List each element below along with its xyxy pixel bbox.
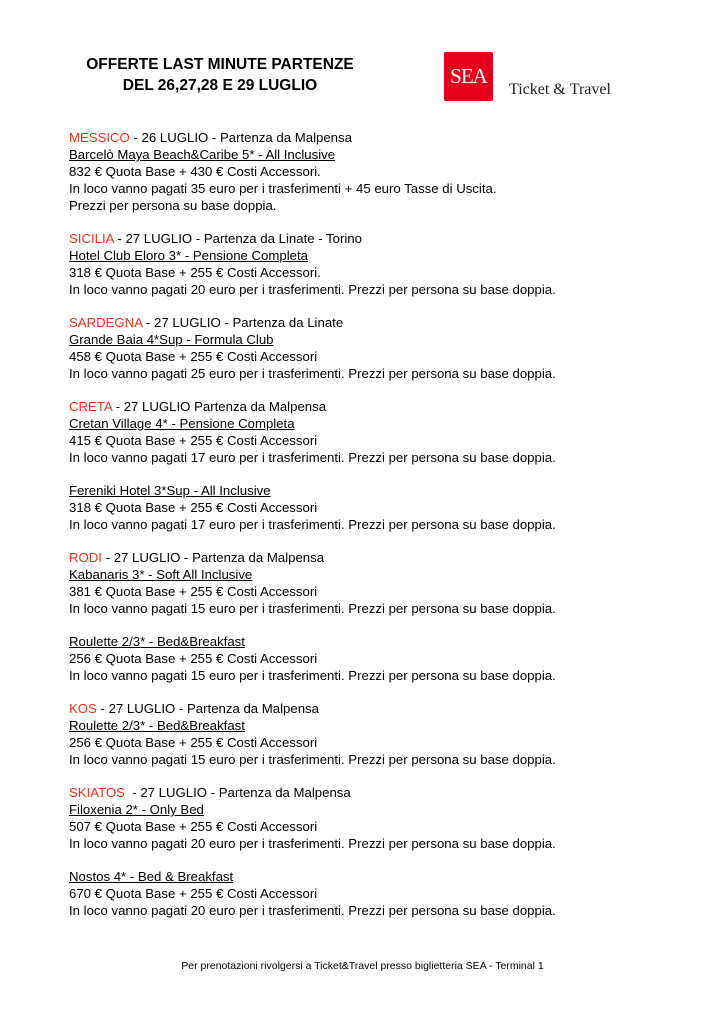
offer-detail: In loco vanno pagati 25 euro per i trasferimenti. Prezzi per persona su base doppia.	[69, 366, 556, 381]
destination-name: RODI	[69, 550, 102, 565]
offer-detail: In loco vanno pagati 15 euro per i trasferimenti. Prezzi per persona su base doppia.	[69, 601, 556, 616]
offer-block	[69, 633, 689, 684]
offer-detail: 256 € Quota Base + 255 € Costi Accessori	[69, 735, 318, 750]
offer-block	[69, 549, 689, 617]
offer-block	[69, 398, 689, 466]
offer-detail: In loco vanno pagati 20 euro per i trasferimenti. Prezzi per persona su base doppia.	[69, 903, 556, 918]
offer-block	[69, 129, 689, 214]
offer-detail: 318 € Quota Base + 255 € Costi Accessori	[69, 500, 318, 515]
sea-logo-text: SEA	[450, 64, 487, 88]
departure-info: - 27 LUGLIO Partenza da Malpensa	[112, 399, 327, 414]
hotel-name: Hotel Club Eloro 3* - Pensione Completa	[69, 248, 308, 263]
offer-block	[69, 784, 689, 852]
offer-block	[69, 482, 689, 533]
offer-block	[69, 314, 689, 382]
sea-logo	[444, 52, 493, 101]
hotel-name: Grande Baia 4*Sup - Formula Club	[69, 332, 274, 347]
offer-detail: 381 € Quota Base + 255 € Costi Accessori	[69, 584, 318, 599]
departure-info: - 27 LUGLIO - Partenza da Malpensa	[96, 701, 319, 716]
hotel-name: Filoxenia 2* - Only Bed	[69, 802, 204, 817]
offer-detail: 670 € Quota Base + 255 € Costi Accessori	[69, 886, 318, 901]
hotel-name: Cretan Village 4* - Pensione Completa	[69, 416, 295, 431]
departure-info: - 26 LUGLIO - Partenza da Malpensa	[129, 130, 352, 145]
footer-note: Per prenotazioni rivolgersi a Ticket&Travel presso biglietteria SEA - Terminal 1	[181, 960, 544, 972]
offer-detail: 507 € Quota Base + 255 € Costi Accessori	[69, 819, 318, 834]
hotel-name: Nostos 4* - Bed & Breakfast	[69, 869, 234, 884]
offer-heading	[69, 398, 689, 415]
offer-detail: 458 € Quota Base + 255 € Costi Accessori	[69, 349, 318, 364]
destination-name: MESSICO	[69, 130, 130, 145]
offer-detail: 832 € Quota Base + 430 € Costi Accessori.	[69, 164, 321, 179]
destination-name: KOS	[69, 701, 97, 716]
offer-detail: In loco vanno pagati 15 euro per i trasferimenti. Prezzi per persona su base doppia.	[69, 668, 556, 683]
offer-block	[69, 700, 689, 768]
offer-heading	[69, 314, 689, 331]
departure-info: - 27 LUGLIO - Partenza da Malpensa	[101, 550, 325, 565]
title-line-1: OFFERTE LAST MINUTE PARTENZE	[86, 56, 354, 73]
offers-list	[69, 129, 689, 935]
departure-info: - 27 LUGLIO - Partenza da Linate - Torino	[113, 231, 362, 246]
offer-block	[69, 868, 689, 919]
hotel-name: Fereniki Hotel 3*Sup - All Inclusive	[69, 483, 271, 498]
offer-heading	[69, 230, 689, 247]
hotel-name: Roulette 2/3* - Bed&Breakfast	[69, 634, 245, 649]
offer-heading	[69, 549, 689, 566]
offer-detail: In loco vanno pagati 35 euro per i trasferimenti + 45 euro Tasse di Uscita.	[69, 181, 497, 196]
offer-heading	[69, 784, 689, 801]
hotel-name: Kabanaris 3* - Soft All Inclusive	[69, 567, 253, 582]
offer-heading	[69, 129, 689, 146]
offer-detail: 415 € Quota Base + 255 € Costi Accessori	[69, 433, 318, 448]
offer-detail: In loco vanno pagati 20 euro per i trasferimenti. Prezzi per persona su base doppia.	[69, 836, 556, 851]
destination-name: SICILIA	[69, 231, 114, 246]
destination-name: CRETA	[69, 399, 112, 414]
departure-info: - 27 LUGLIO - Partenza da Malpensa	[124, 785, 351, 800]
offer-detail: In loco vanno pagati 17 euro per i trasferimenti. Prezzi per persona su base doppia.	[69, 517, 556, 532]
ticket-travel-brand: Ticket & Travel	[509, 81, 611, 98]
offer-detail: 256 € Quota Base + 255 € Costi Accessori	[69, 651, 318, 666]
hotel-name: Barcelò Maya Beach&Caribe 5* - All Inclusive	[69, 147, 336, 162]
destination-name: SKIATOS	[69, 785, 125, 800]
page-title	[60, 54, 380, 96]
destination-name: SARDEGNA	[69, 315, 143, 330]
offer-detail: In loco vanno pagati 17 euro per i trasferimenti. Prezzi per persona su base doppia.	[69, 450, 556, 465]
departure-info: - 27 LUGLIO - Partenza da Linate	[142, 315, 344, 330]
offer-detail: In loco vanno pagati 15 euro per i trasferimenti. Prezzi per persona su base doppia.	[69, 752, 556, 767]
offer-detail: 318 € Quota Base + 255 € Costi Accessori.	[69, 265, 321, 280]
offer-detail: Prezzi per persona su base doppia.	[69, 198, 277, 213]
offer-detail: In loco vanno pagati 20 euro per i trasferimenti. Prezzi per persona su base doppia.	[69, 282, 556, 297]
hotel-name: Roulette 2/3* - Bed&Breakfast	[69, 718, 245, 733]
offer-block	[69, 230, 689, 298]
offer-heading	[69, 700, 689, 717]
title-line-2: DEL 26,27,28 E 29 LUGLIO	[122, 77, 318, 94]
